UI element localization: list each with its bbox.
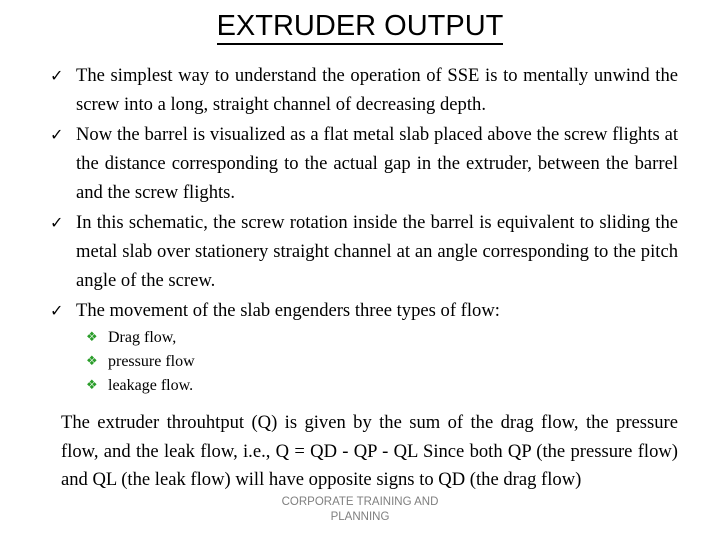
checkmark-icon: ✓ [50, 213, 64, 232]
checkmark-icon: ✓ [50, 125, 64, 144]
checkmark-icon: ✓ [50, 301, 64, 320]
footer-text [270, 495, 450, 525]
diamond-icon: ❖ [86, 378, 98, 393]
sub-bullet-text: pressure flow [108, 353, 195, 370]
bullet-item [48, 296, 678, 325]
footer-line: CORPORATE TRAINING AND [281, 496, 439, 508]
sub-bullet-item [86, 350, 195, 374]
page-title [0, 10, 720, 43]
bullet-text: In this schematic, the screw rotation inside the barrel is equivalent to sliding the metal slab over stationery straight channel at an angle corresponding to the pitch angle of the screw. [76, 212, 678, 291]
sub-bullet-item [86, 326, 195, 350]
bullet-list [48, 61, 678, 326]
sub-bullet-text: leakage flow. [108, 377, 194, 394]
bullet-item [48, 61, 678, 119]
sub-bullet-item [86, 374, 195, 398]
diamond-icon: ❖ [86, 330, 98, 345]
bullet-text: The movement of the slab engenders three types of flow: [76, 300, 500, 321]
bullet-text: Now the barrel is visualized as a flat metal slab placed above the screw flights at the distance corresponding to the actual gap in the extruder, between the barrel and the screw flights. [76, 124, 678, 203]
diamond-icon: ❖ [86, 354, 98, 369]
bullet-item [48, 120, 678, 207]
checkmark-icon: ✓ [50, 66, 64, 85]
bullet-text: The simplest way to understand the operation of SSE is to mentally unwind the screw into a long, straight channel of decreasing depth. [76, 65, 678, 115]
bullet-item [48, 208, 678, 295]
sub-bullet-text: Drag flow, [108, 329, 177, 346]
page-title-text: EXTRUDER OUTPUT [217, 10, 504, 45]
sub-bullet-list [86, 326, 195, 398]
footer-line: PLANNING [330, 511, 390, 523]
summary-paragraph: The extruder throuhtput (Q) is given by the sum of the drag flow, the pressure flow, and the leak flow, i.e., Q = QD - QP - QL Since both QP (the pressure flow) and QL (the leak flow) will have opposite signs to QD (the drag flow) [61, 412, 678, 490]
